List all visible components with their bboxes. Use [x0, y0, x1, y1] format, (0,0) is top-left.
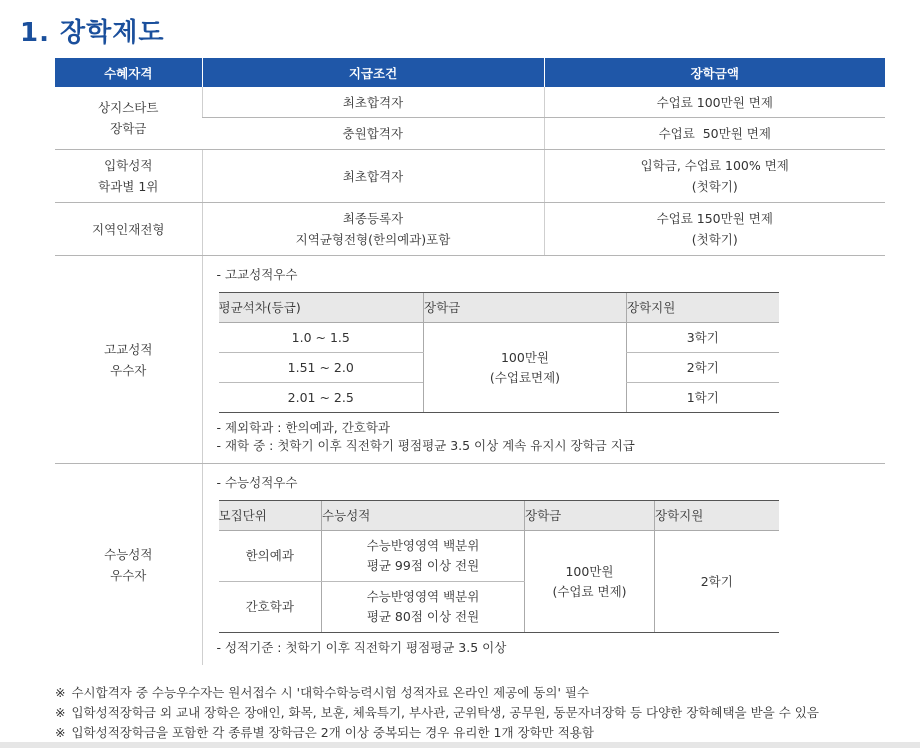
table-row: [55, 150, 885, 203]
csat-support: 2학기: [655, 531, 779, 633]
csat-note: - 성적기준 : 첫학기 이후 직전학기 평점평균 3.5 이상: [216, 640, 507, 655]
highschool-section: [202, 256, 885, 464]
reference-mark: ※: [55, 685, 66, 700]
page-title: 1. 장학제도: [20, 18, 165, 48]
csat-header-support: 장학지원: [655, 501, 779, 531]
hs-support: 2학기: [627, 353, 779, 383]
highschool-table: [219, 292, 779, 413]
csat-header-amount: 장학금: [525, 501, 655, 531]
cell-amount: 수업료 50만원 면제: [544, 118, 885, 150]
csat-header-score: 수능성적: [322, 501, 525, 531]
reference-mark: ※: [55, 705, 66, 720]
csat-row: [219, 531, 779, 582]
hs-support: 1학기: [627, 383, 779, 413]
row-label-start: 상지스타트 장학금: [55, 87, 202, 150]
csat-score: 수능반영영역 백분위 평균 80점 이상 전원: [322, 582, 525, 633]
bottom-divider: [0, 742, 920, 748]
hs-support: 3학기: [627, 323, 779, 353]
header-row: [55, 58, 885, 87]
cell-condition: 최초합격자: [202, 87, 544, 118]
csat-header-unit: 모집단위: [219, 501, 322, 531]
footnotes: [55, 683, 895, 743]
row-label-regional: 지역인재전형: [55, 203, 202, 256]
hs-grade: 1.51 ~ 2.0: [219, 353, 424, 383]
table-row: [55, 87, 885, 118]
hs-note: - 제외학과 : 한의예과, 간호학과: [216, 420, 390, 435]
header-eligibility: 수혜자격: [55, 58, 202, 87]
csat-heading: - 수능성적우수: [216, 475, 298, 490]
scholarship-table: [55, 58, 885, 665]
table-row: [55, 256, 885, 464]
highschool-heading: - 고교성적우수: [216, 267, 298, 282]
csat-unit: 간호학과: [219, 582, 322, 633]
hs-note: - 재학 중 : 첫학기 이후 직전학기 평점평균 3.5 이상 계속 유지시 장학금 지급: [216, 438, 635, 453]
footnote-item: ※ 입학성적장학금을 포함한 각 종류별 장학금은 2개 이상 중복되는 경우 유리한 1개 장학만 적용함: [55, 725, 594, 740]
cell-condition: 충원합격자: [202, 118, 544, 150]
cell-amount: 수업료 150만원 면제 (첫학기): [544, 203, 885, 256]
csat-unit: 한의예과: [219, 531, 322, 582]
hs-header-amount: 장학금: [424, 293, 627, 323]
csat-amount: 100만원 (수업료 면제): [525, 531, 655, 633]
csat-table: [219, 500, 779, 633]
cell-condition: 최초합격자: [202, 150, 544, 203]
hs-grade: 2.01 ~ 2.5: [219, 383, 424, 413]
footnote-item: ※ 수시합격자 중 수능우수자는 원서접수 시 '대학수학능력시험 성적자료 온라인 제공에 동의' 필수: [55, 685, 590, 700]
header-amount: 장학금액: [544, 58, 885, 87]
cell-amount: 입학금, 수업료 100% 면제 (첫학기): [544, 150, 885, 203]
hs-row: [219, 323, 779, 353]
footnote-item: ※ 입학성적장학금 외 교내 장학은 장애인, 화목, 보훈, 체육특기, 부사관, 군위탁생, 공무원, 동문자녀장학 등 다양한 장학혜택을 받을 수 있음: [55, 705, 819, 720]
table-row: [55, 464, 885, 666]
hs-amount: 100만원 (수업료면제): [424, 323, 627, 413]
cell-amount: 수업료 100만원 면제: [544, 87, 885, 118]
row-label-csat: 수능성적 우수자: [104, 546, 153, 583]
reference-mark: ※: [55, 725, 66, 740]
header-condition: 지급조건: [202, 58, 544, 87]
cell-condition: 최종등록자 지역균형전형(한의예과)포함: [202, 203, 544, 256]
hs-grade: 1.0 ~ 1.5: [219, 323, 424, 353]
table-row: [55, 203, 885, 256]
row-label-highschool: 고교성적 우수자: [55, 256, 202, 464]
csat-score: 수능반영영역 백분위 평균 99점 이상 전원: [322, 531, 525, 582]
hs-header-support: 장학지원: [627, 293, 779, 323]
csat-section: [202, 464, 885, 666]
row-label-top-rank: 입학성적 학과별 1위: [55, 150, 202, 203]
hs-header-grade: 평균석차(등급): [219, 293, 424, 323]
